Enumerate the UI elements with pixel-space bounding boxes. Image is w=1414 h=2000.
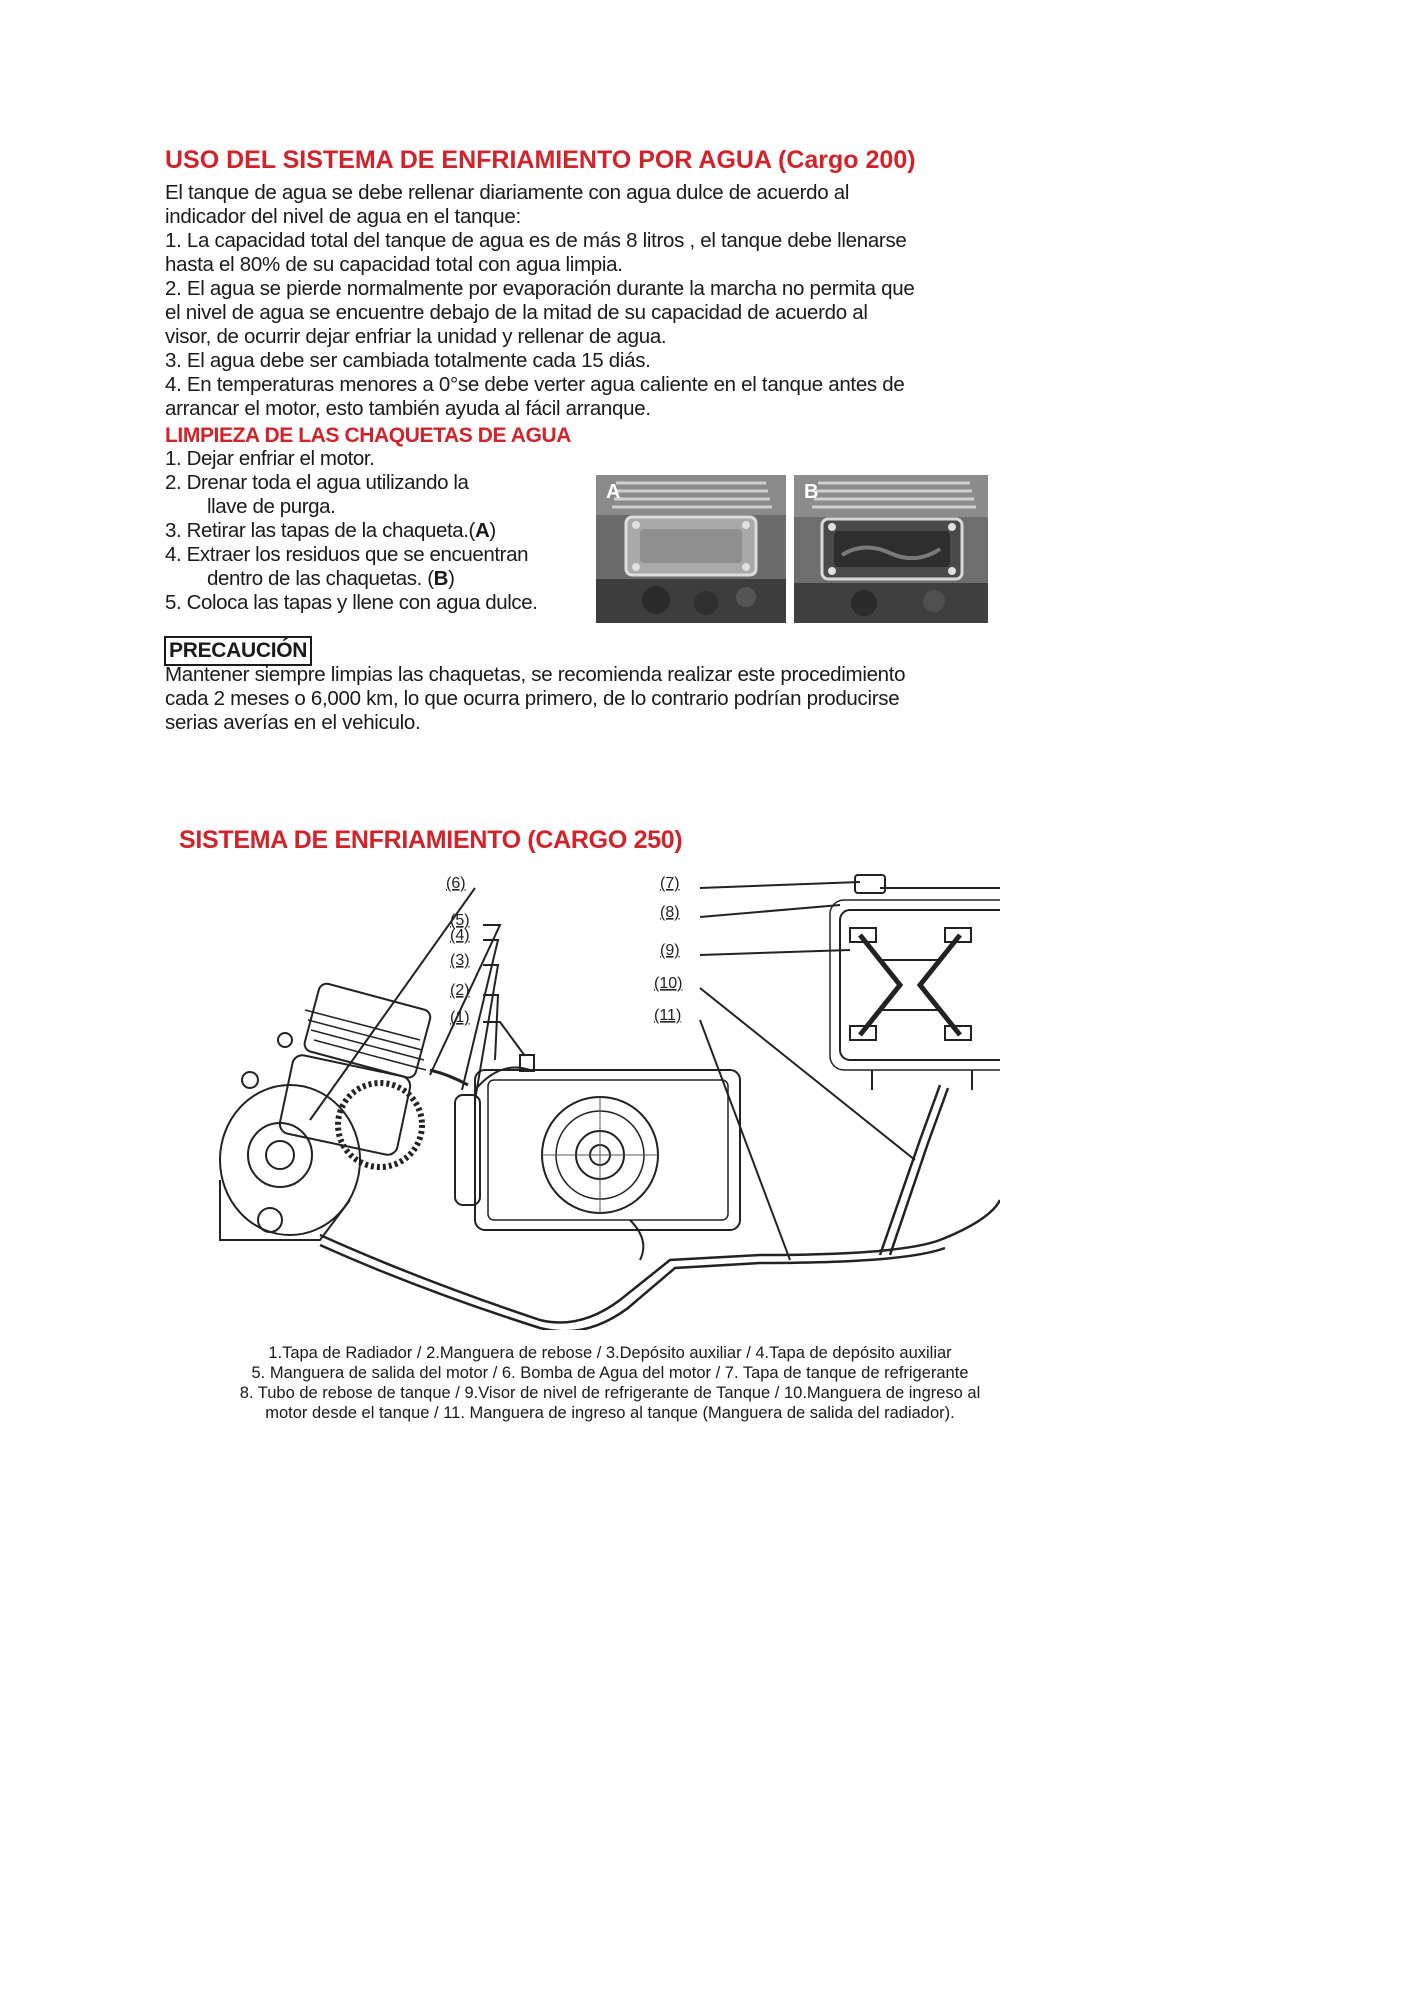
item-3-line: 3. El agua debe ser cambiada totalmente cada 15 diás. xyxy=(165,349,651,372)
item-1-line: hasta el 80% de su capacidad total con agua limpia. xyxy=(165,253,623,276)
caption-line: 5. Manguera de salida del motor / 6. Bomba de Agua del motor / 7. Tapa de tanque de refrigerante xyxy=(251,1364,969,1382)
callout-7: (7) xyxy=(660,875,680,892)
callout-6: (6) xyxy=(446,875,466,892)
step-3 xyxy=(165,519,595,543)
diagram-caption xyxy=(170,1343,1050,1423)
caution-paragraph xyxy=(165,663,1007,735)
step-4-ref: B xyxy=(433,567,449,590)
tank-cap xyxy=(855,875,885,893)
step-5: 5. Coloca las tapas y llene con agua dulce. xyxy=(165,591,538,614)
cooling-system-diagram xyxy=(200,860,1000,1330)
step-4-close: ) xyxy=(448,567,455,590)
item-1-line: 1. La capacidad total del tanque de agua es de más 8 litros , el tanque debe llenarse xyxy=(165,229,907,252)
caution-line: serias averías en el vehiculo. xyxy=(165,711,421,734)
callout-5: (5) xyxy=(450,912,470,929)
engine-photo-a xyxy=(596,475,786,623)
step-4-cont xyxy=(165,567,595,591)
callout-10: (10) xyxy=(654,975,683,992)
intro-line: indicador del nivel de agua en el tanque: xyxy=(165,205,521,228)
section-title-cargo-250: SISTEMA DE ENFRIAMIENTO (CARGO 250) xyxy=(179,826,683,854)
section-title-cargo-200: USO DEL SISTEMA DE ENFRIAMIENTO POR AGUA (Cargo 200) xyxy=(165,146,916,174)
engine xyxy=(220,982,432,1240)
auxiliary-reservoir xyxy=(455,1095,480,1205)
item-4-line: arrancar el motor, esto también ayuda al fácil arranque. xyxy=(165,397,651,420)
cleaning-steps xyxy=(165,447,595,615)
step-3-close: ) xyxy=(489,519,496,542)
step-4: 4. Extraer los residuos que se encuentran xyxy=(165,543,529,566)
callout-3: (3) xyxy=(450,952,470,969)
caption-line: 1.Tapa de Radiador / 2.Manguera de rebose / 3.Depósito auxiliar / 4.Tapa de depósito auxiliar xyxy=(268,1344,952,1362)
photo-a xyxy=(596,475,786,623)
caption-line: 8. Tubo de rebose de tanque / 9.Visor de nivel de refrigerante de Tanque / 10.Manguera de ingreso al xyxy=(239,1384,981,1402)
step-3-text: 3. Retirar las tapas de la chaqueta.( xyxy=(165,519,475,542)
step-2: 2. Drenar toda el agua utilizando la xyxy=(165,471,469,494)
photo-b-label: B xyxy=(804,481,819,503)
caution-line: cada 2 meses o 6,000 km, lo que ocurra primero, de lo contrario podrían producirse xyxy=(165,687,900,710)
photo-a-label: A xyxy=(606,481,621,503)
callout-11: (11) xyxy=(654,1007,682,1024)
callout-1: (1) xyxy=(450,1009,470,1026)
step-4-text: dentro de las chaquetas. ( xyxy=(207,567,434,590)
caption-line: motor desde el tanque / 11. Manguera de ingreso al tanque (Manguera de salida del radiador). xyxy=(265,1404,955,1422)
item-2-line: 2. El agua se pierde normalmente por evaporación durante la marcha no permita que xyxy=(165,277,915,300)
item-2-line: el nivel de agua se encuentre debajo de la mitad de su capacidad de acuerdo al xyxy=(165,301,868,324)
item-2-line: visor, de ocurrir dejar enfriar la unidad y rellenar de agua. xyxy=(165,325,667,348)
callout-8: (8) xyxy=(660,904,680,921)
intro-line: El tanque de agua se debe rellenar diariamente con agua dulce de acuerdo al xyxy=(165,181,850,204)
intro-paragraph xyxy=(165,181,1007,421)
caution-label: PRECAUCIÓN xyxy=(164,636,312,666)
callout-2: (2) xyxy=(450,982,470,999)
step-2-cont: llave de purga. xyxy=(207,495,336,518)
item-4-line: 4. En temperaturas menores a 0°se debe verter agua caliente en el tanque antes de xyxy=(165,373,905,396)
callout-4: (4) xyxy=(450,927,470,944)
caution-line: Mantener siempre limpias las chaquetas, se recomienda realizar este procedimiento xyxy=(165,663,906,686)
callout-9: (9) xyxy=(660,942,680,959)
step-1: 1. Dejar enfriar el motor. xyxy=(165,447,375,470)
engine-photo-b xyxy=(794,475,988,623)
cleaning-title: LIMPIEZA DE LAS CHAQUETAS DE AGUA xyxy=(165,424,572,447)
photo-b xyxy=(794,475,988,623)
step-3-ref: A xyxy=(474,519,490,542)
